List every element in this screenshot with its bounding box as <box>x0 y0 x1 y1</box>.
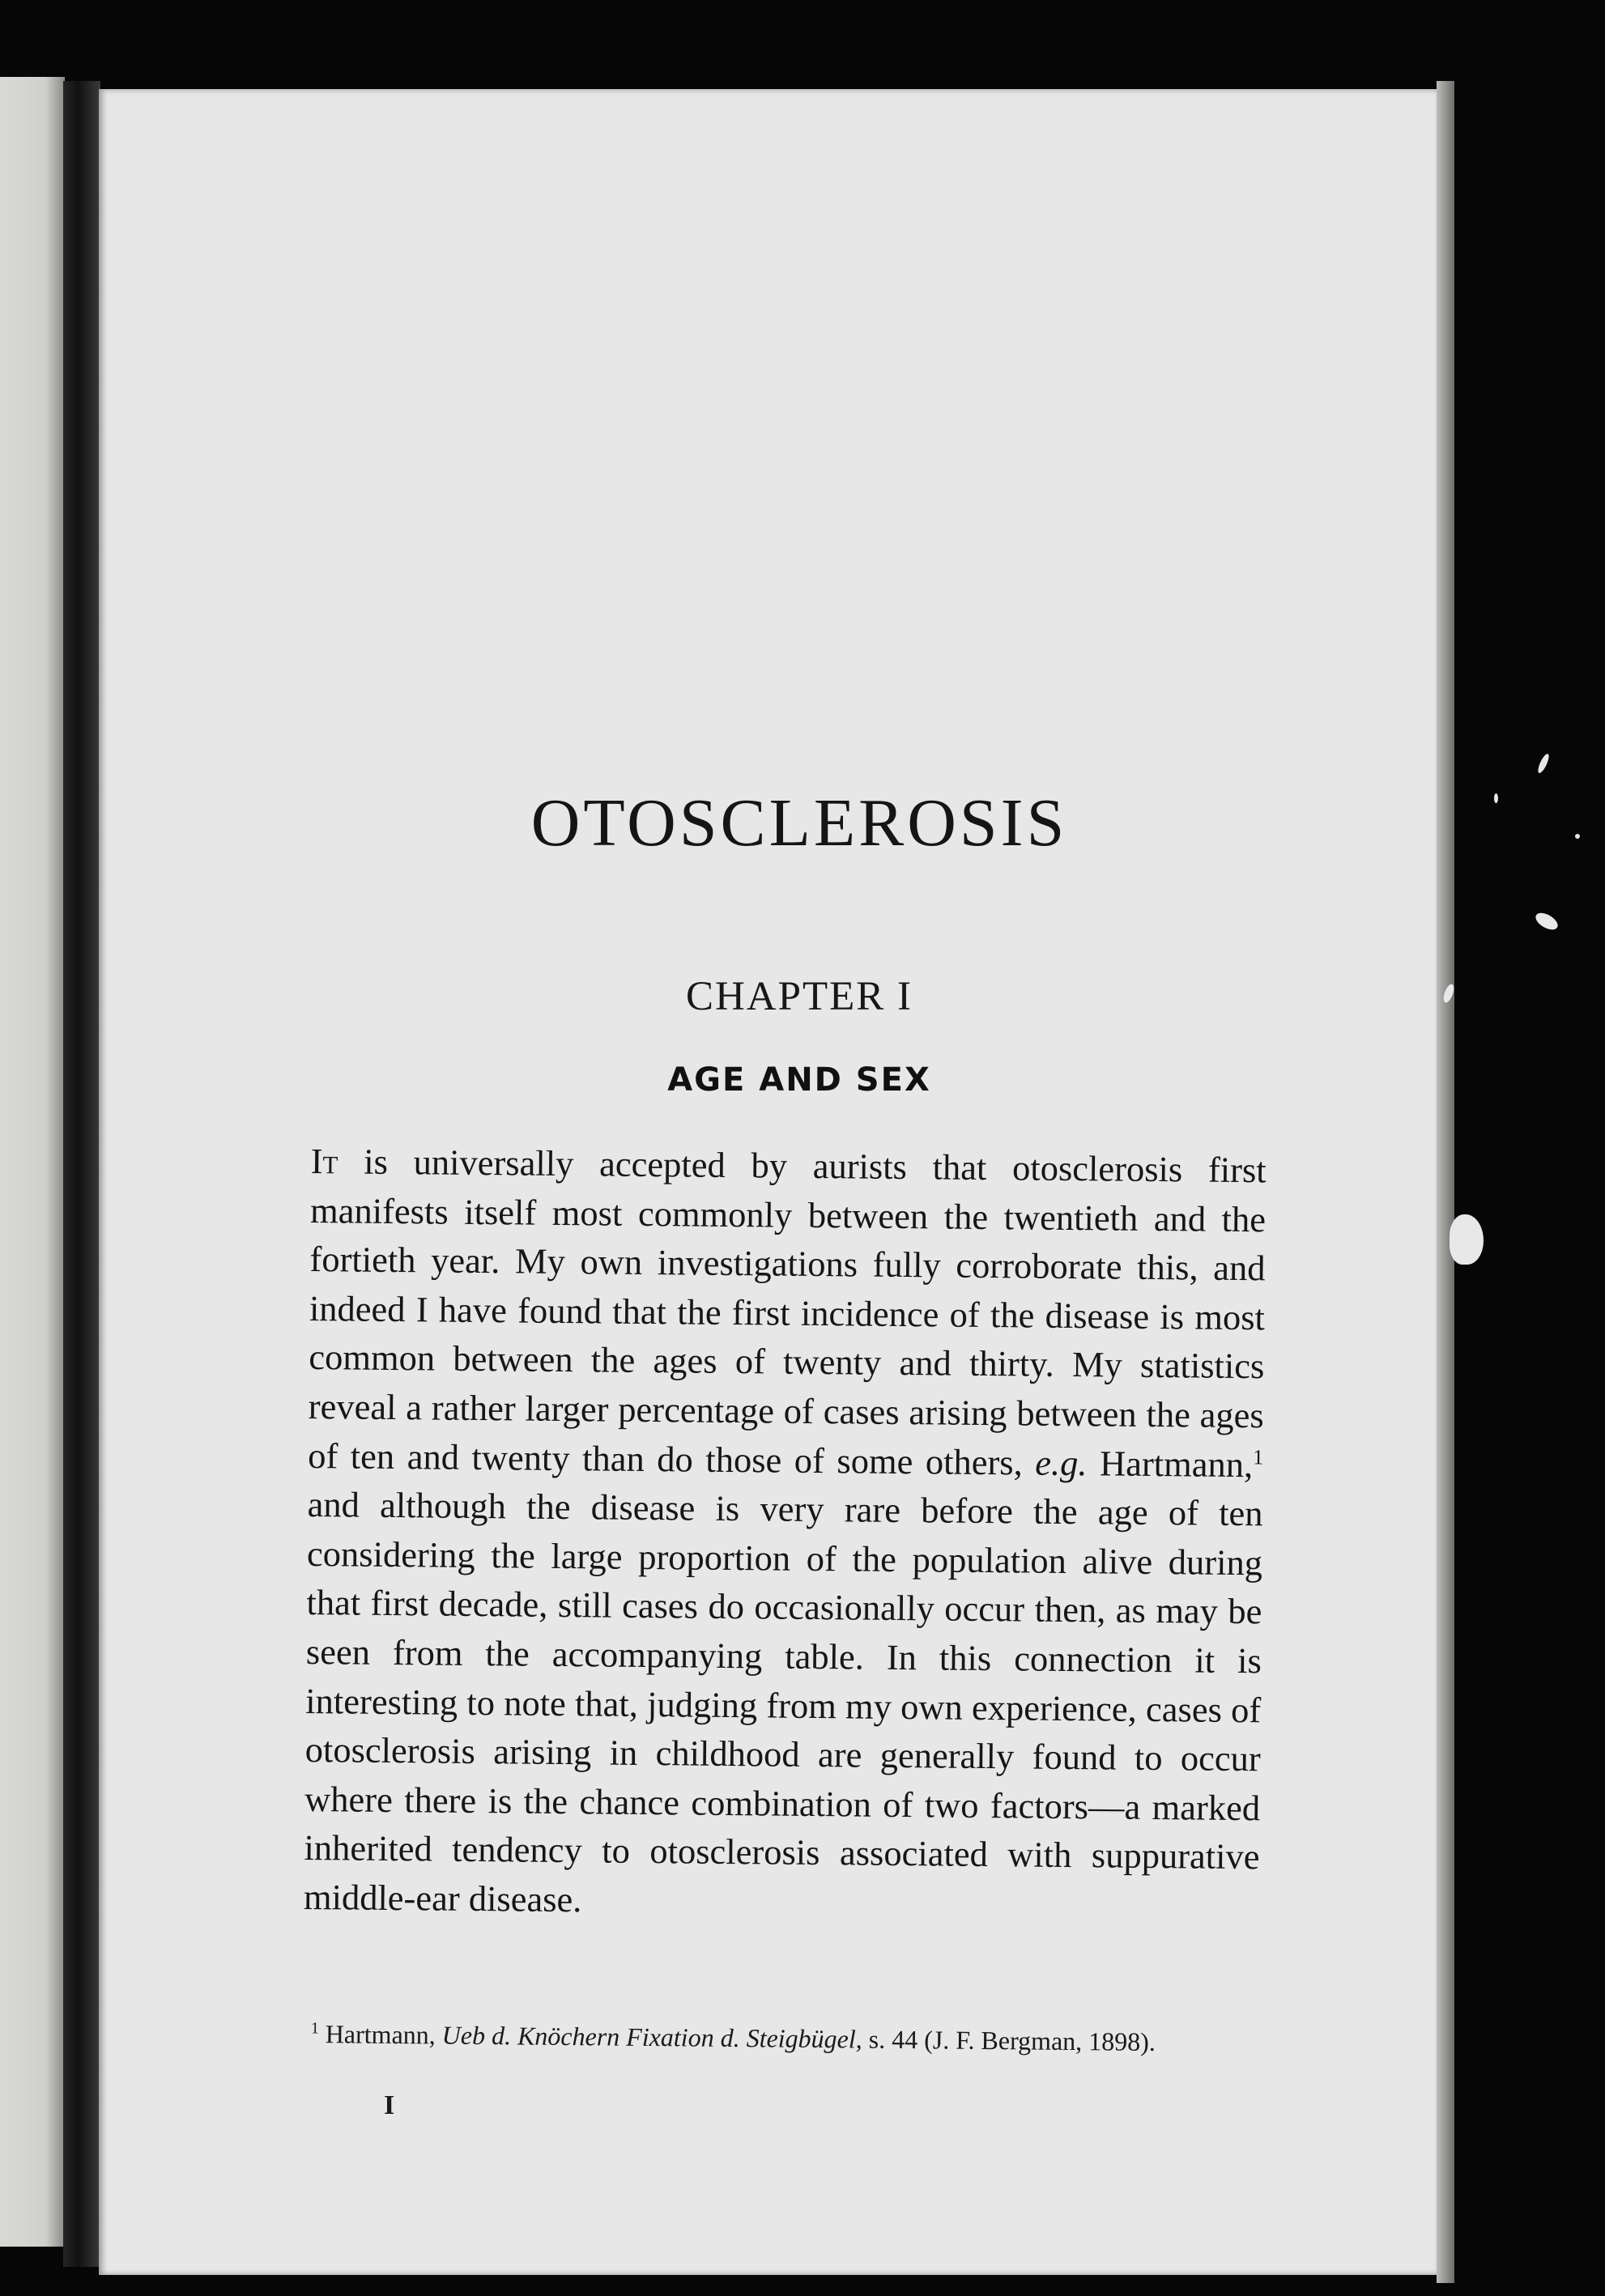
footnote-rest: s. 44 (J. F. Bergman, 1898). <box>868 2024 1156 2057</box>
book-gutter <box>63 81 100 2267</box>
footnote-author: Hartmann, <box>325 2019 436 2050</box>
footnote-reference: 1 <box>1253 1444 1264 1469</box>
eg-abbreviation: e.g. <box>1035 1442 1088 1483</box>
body-text-part-1: is universally accepted by aurists that otosclerosis first manifests itself most commonly between the twentieth and the fortieth year. My own investigations fully corroborate this, and indeed I have found that the first incidence of the disease is most common between the ages of twenty and thirty. My statistics reveal a rather larger percentage of cases arising between the ages of ten and twenty than do those of some others, <box>307 1141 1267 1483</box>
footnote <box>311 2018 1267 2059</box>
page-edge-shadow <box>1437 81 1454 2283</box>
signature-mark: I <box>384 2090 395 2120</box>
chapter-label: CHAPTER I <box>685 974 913 1019</box>
lead-word: It <box>310 1140 338 1182</box>
body-text-part-2: and although the disease is very rare before the age of ten considering the large proportion of the population alive during that first decade, still cases do occasionally occur then, as may be seen from the accompanying table. In this connection it is interesting to note that, judging from my own experience, cases of otosclerosis arising in childhood are generally found to occur where there is the chance combination of two factors—a marked inherited tendency to otosclerosis associated with suppurative middle-ear disease. <box>303 1484 1263 1920</box>
scan-speck <box>1450 1214 1484 1265</box>
facing-page-edge <box>0 77 65 2247</box>
scan-speck <box>1575 834 1580 839</box>
book-title: OTOSCLEROSIS <box>530 785 1068 861</box>
body-paragraph <box>304 1137 1267 1931</box>
section-heading: AGE AND SEX <box>667 1061 931 1099</box>
ref-author: Hartmann, <box>1087 1442 1254 1485</box>
scan-speck <box>1494 793 1498 803</box>
book-page <box>99 89 1437 2275</box>
footnote-work: Ueb d. Knöchern Fixation d. Steigbügel, <box>441 2020 862 2054</box>
footnote-mark: 1 <box>310 2019 319 2038</box>
